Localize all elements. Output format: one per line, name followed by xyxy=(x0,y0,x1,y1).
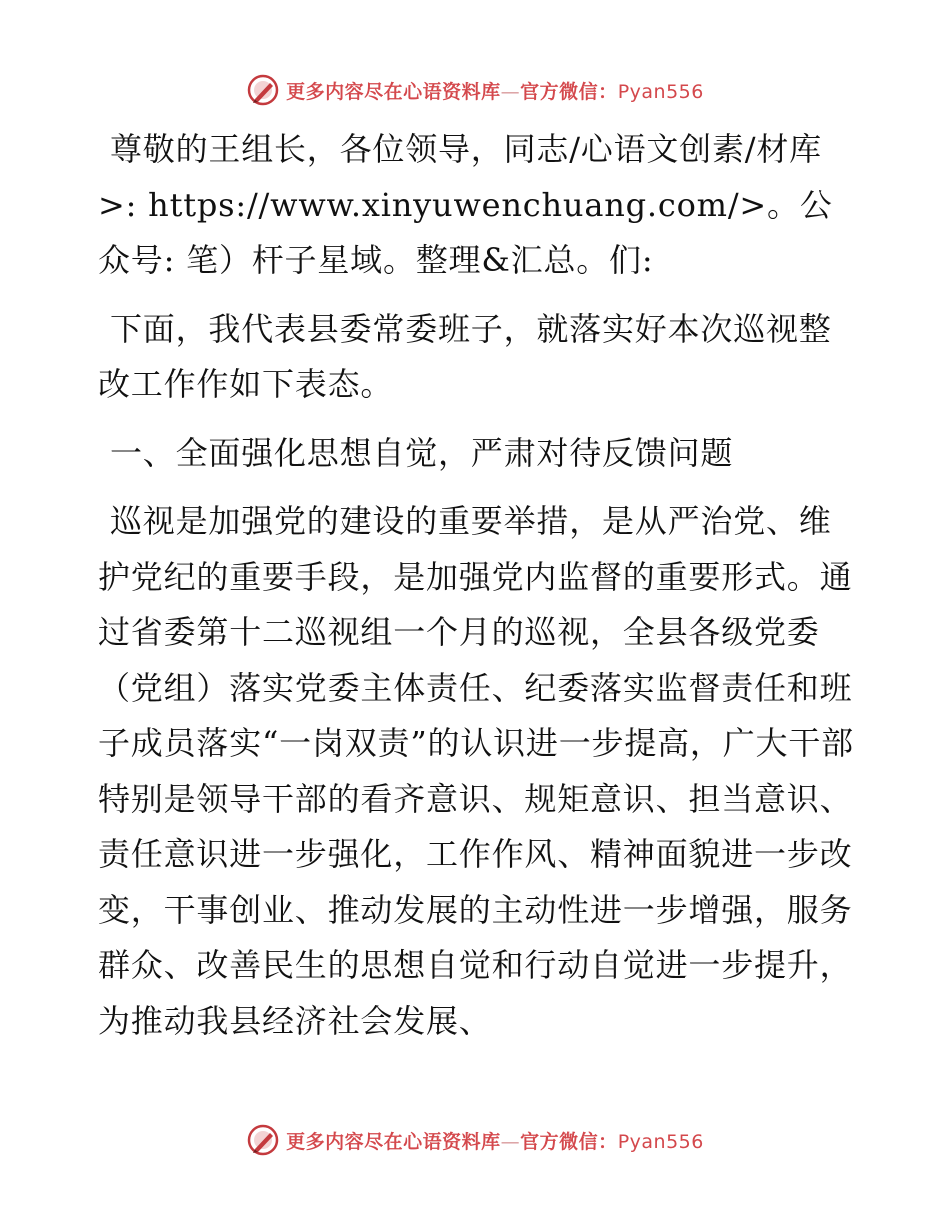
header-watermark-banner xyxy=(0,70,950,110)
paragraph-salutation: 尊敬的王组长，各位领导，同志/心语文创素/材库>: https://www.xinyuwenchuang.com/>。公众号: 笔）杆子星域。整理&汇总。们: xyxy=(98,130,833,279)
footer-banner-text xyxy=(286,1127,704,1154)
header-contact-label: 官方微信： xyxy=(520,80,618,103)
paragraph-body: 巡视是加强党的建设的重要举措，是从严治党、维护党纪的重要手段，是加强党内监督的重要形式。通过省委第十二巡视组一个月的巡视，全县各级党委（党组）落实党委主体责任、纪委落实监督责任和班子成员落实“一岗双责”的认识进一步提高，广大干部特别是领导干部的看齐意识、规矩意识、担当意识、责任意识进一步强化，工作作风、精神面貌进一步改变，干事创业、推动发展的主动性进一步增强，服务群众、改善民生的思想自觉和行动自觉进一步提升，为推动我县经济社会发展、 xyxy=(98,502,854,1040)
footer-contact-label: 官方微信： xyxy=(520,1130,618,1153)
paragraph-intro: 下面，我代表县委常委班子，就落实好本次巡视整改工作作如下表态。 xyxy=(98,309,832,403)
footer-site-name: 更多内容尽在心语资料库 xyxy=(286,1130,501,1153)
section-heading-1: 一、全面强化思想自觉，严肃对待反馈问题 xyxy=(110,433,734,472)
pen-logo-icon xyxy=(246,1123,280,1157)
document-body xyxy=(98,122,858,1049)
footer-watermark-banner xyxy=(0,1120,950,1160)
header-banner-text xyxy=(286,77,704,104)
header-site-name: 更多内容尽在心语资料库 xyxy=(286,80,501,103)
footer-contact-value: Pyan556 xyxy=(617,1130,704,1153)
pen-logo-icon xyxy=(246,73,280,107)
header-separator: — xyxy=(500,80,521,103)
footer-separator: — xyxy=(500,1130,521,1153)
header-contact-value: Pyan556 xyxy=(617,80,704,103)
